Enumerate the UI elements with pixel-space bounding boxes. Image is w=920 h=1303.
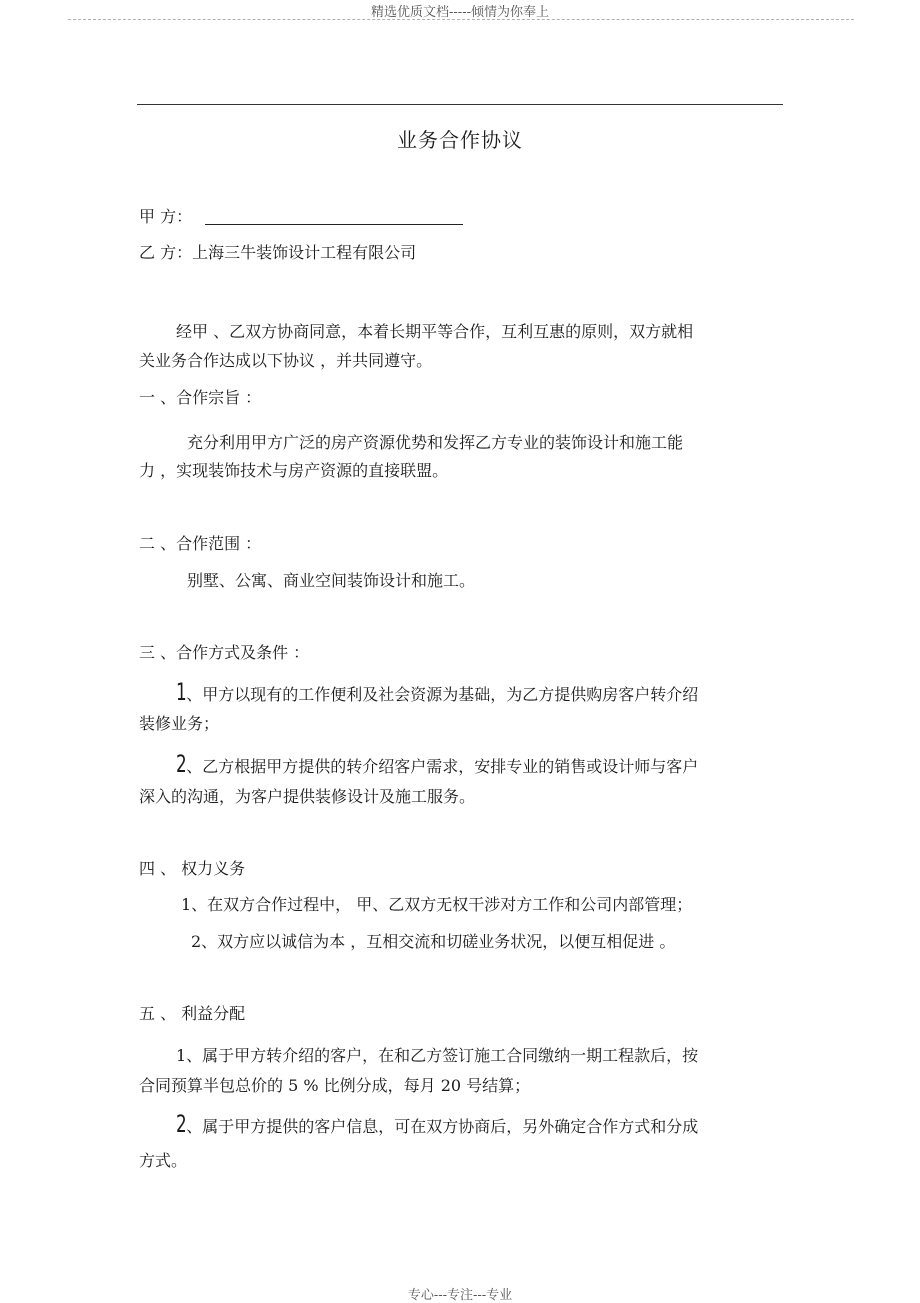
intro-line-1: 经甲 、乙双方协商同意，本着长期平等合作，互利互惠的原则，双方就相 — [176, 322, 694, 341]
item-text: 、属于甲方提供的客户信息，可在双方协商后，另外确定合作方式和分成 — [186, 1117, 699, 1136]
header-divider — [68, 19, 854, 20]
party-a-label: 甲 方： — [139, 207, 193, 226]
section-1-line-2: 力 ，实现装饰技术与房产资源的直接联盟。 — [139, 461, 449, 480]
section-1-heading: 一 、合作宗旨 ： — [139, 388, 262, 407]
page-footer: 专心---专注---专业 — [407, 1288, 513, 1303]
section-2-heading: 二 、合作范围 ： — [139, 534, 262, 553]
item-number: 2 — [176, 1110, 187, 1138]
section-5-item-1-line-1: 1、属于甲方转介绍的客户，在和乙方签订施工合同缴纳一期工程款后，按 — [176, 1046, 699, 1065]
section-2-line-1: 别墅、公寓、商业空间装饰设计和施工。 — [187, 571, 476, 590]
section-1-line-1: 充分利用甲方广泛的房产资源优势和发挥乙方专业的装饰设计和施工能 — [187, 433, 684, 452]
section-4-heading: 四 、 权力义务 — [139, 859, 246, 878]
section-4-item-2: 2、双方应以诚信为本 ，互相交流和切磋业务状况，以便互相促进 。 — [191, 932, 676, 951]
item-text: 、乙方根据甲方提供的转介绍客户需求，安排专业的销售或设计师与客户 — [186, 757, 699, 776]
section-4-item-1: 1、在双方合作过程中， 甲、乙双方无权干涉对方工作和公司内部管理； — [181, 895, 693, 914]
section-5-heading: 五 、 利益分配 — [139, 1004, 246, 1023]
section-5-item-1-line-2: 合同预算半包总价的 5 % 比例分成，每月 20 号结算； — [139, 1076, 531, 1095]
section-3-heading: 三 、合作方式及条件 ： — [139, 643, 310, 662]
item-number: 1 — [176, 678, 187, 706]
section-5-item-2-line-2: 方式。 — [139, 1151, 188, 1170]
item-number: 2 — [176, 750, 187, 778]
item-text: 、甲方以现有的工作便利及社会资源为基础，为乙方提供购房客户转介绍 — [186, 685, 699, 704]
party-b: 乙 方：上海三牛装饰设计工程有限公司 — [139, 243, 417, 262]
section-3-item-1-line-1 — [176, 680, 698, 705]
top-rule — [137, 104, 783, 105]
section-3-item-1-line-2: 装修业务； — [139, 714, 220, 733]
party-a-blank-line — [205, 224, 463, 225]
document-title: 业务合作协议 — [397, 128, 523, 152]
section-5-item-2-line-1 — [176, 1112, 698, 1137]
intro-line-2: 关业务合作达成以下协议 ，并共同遵守。 — [139, 351, 433, 370]
section-3-item-2-line-2: 深入的沟通，为客户提供装修设计及施工服务。 — [139, 787, 476, 806]
page-header: 精选优质文档-----倾情为你奉上 — [371, 5, 549, 20]
section-3-item-2-line-1 — [176, 752, 698, 777]
